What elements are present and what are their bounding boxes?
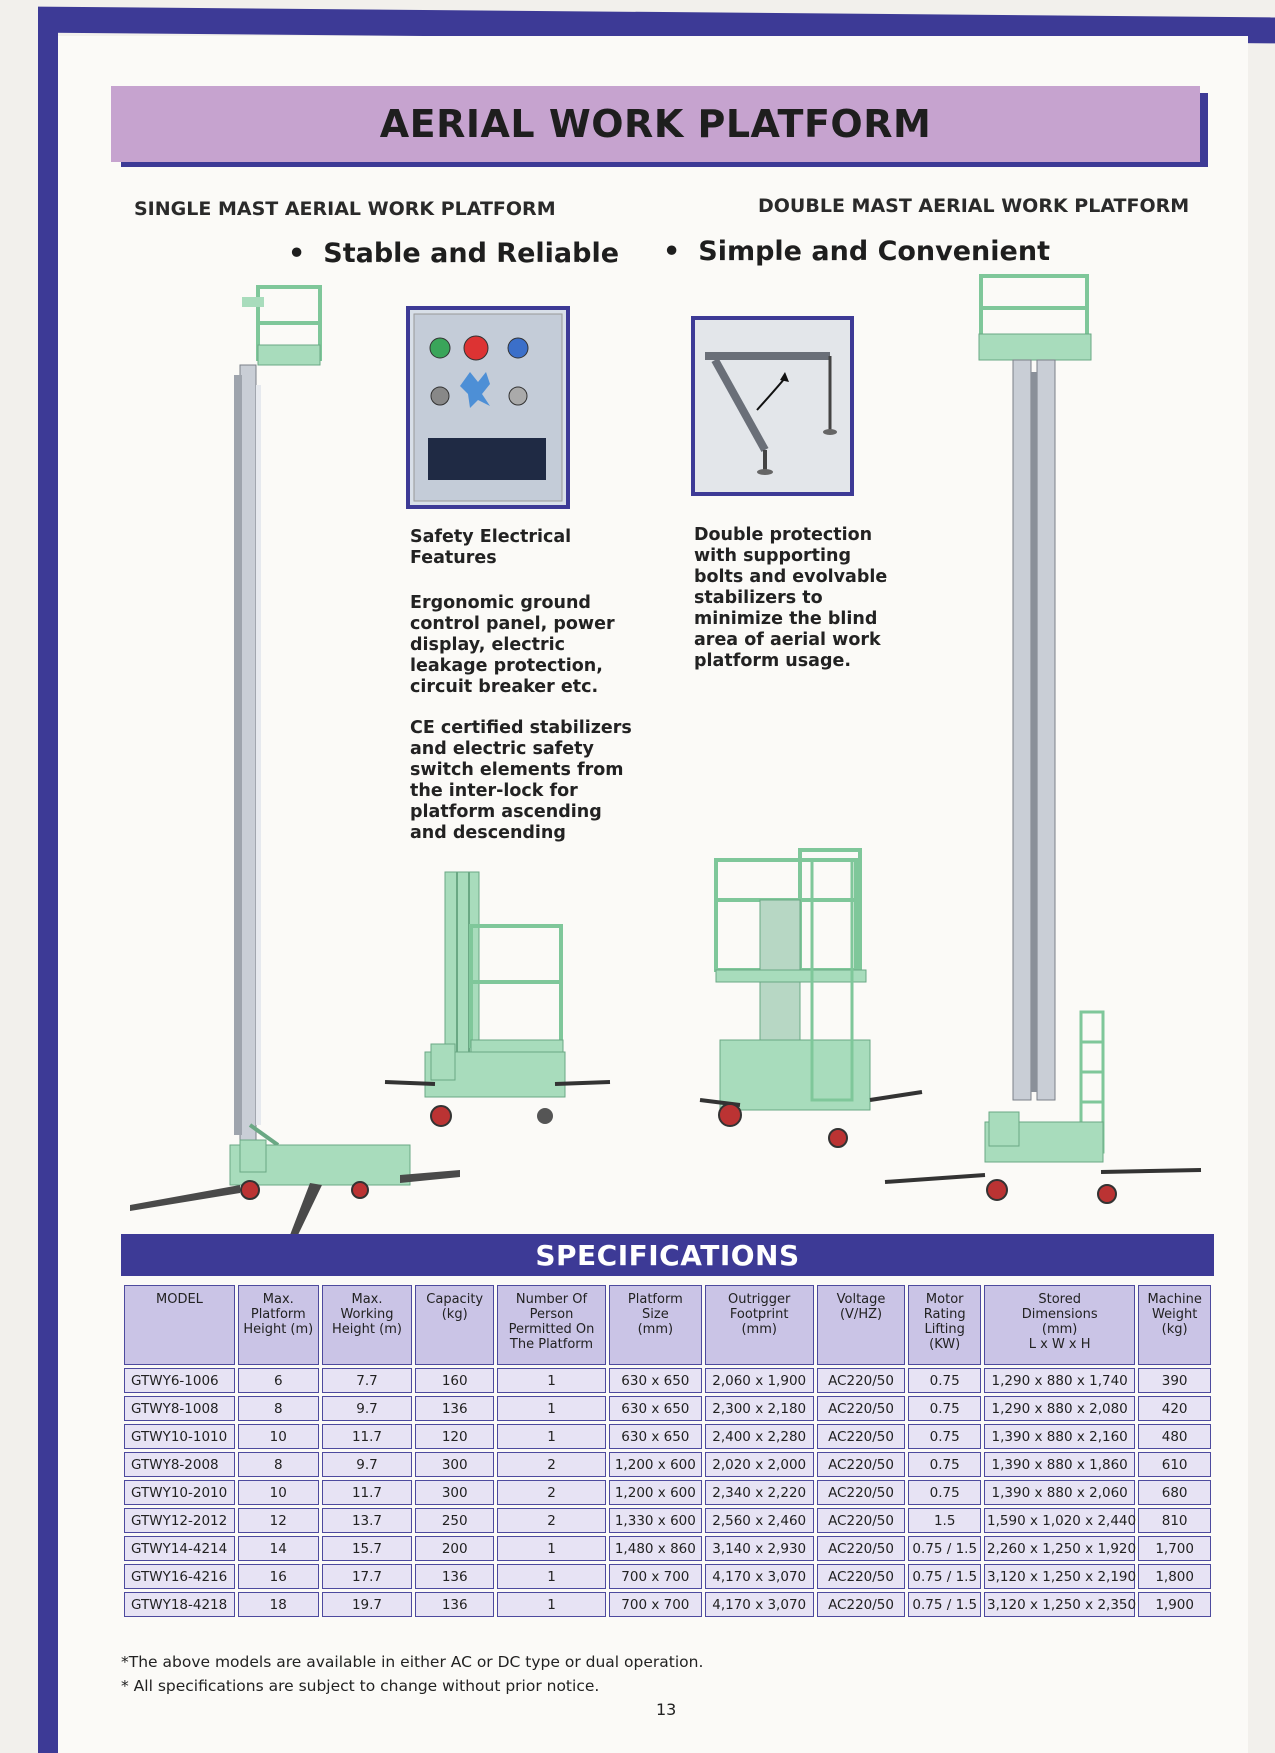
page-title: AERIAL WORK PLATFORM bbox=[379, 102, 932, 146]
table-cell: 0.75 bbox=[908, 1452, 981, 1477]
table-cell: 0.75 / 1.5 bbox=[908, 1592, 981, 1617]
table-row bbox=[124, 1564, 1211, 1589]
header-label: MODEL bbox=[156, 1292, 203, 1307]
header-label: Voltage (V/HZ) bbox=[836, 1292, 886, 1322]
right-bullet bbox=[663, 236, 1050, 267]
table-cell: 1 bbox=[497, 1536, 606, 1561]
table-cell: 136 bbox=[415, 1396, 494, 1421]
table-cell: 2,300 x 2,180 bbox=[705, 1396, 814, 1421]
table-cell: 1,200 x 600 bbox=[609, 1452, 702, 1477]
table-cell: AC220/50 bbox=[817, 1564, 906, 1589]
header-capacity bbox=[415, 1285, 494, 1365]
bullet-dot-icon: • bbox=[663, 236, 681, 267]
header-voltage bbox=[817, 1285, 906, 1365]
header-motor-rating bbox=[908, 1285, 981, 1365]
table-cell: 136 bbox=[415, 1592, 494, 1617]
table-cell: AC220/50 bbox=[817, 1424, 906, 1449]
table-cell: AC220/50 bbox=[817, 1452, 906, 1477]
table-cell: 680 bbox=[1138, 1480, 1211, 1505]
table-cell: 1,700 bbox=[1138, 1536, 1211, 1561]
table-cell: AC220/50 bbox=[817, 1368, 906, 1393]
header-label: Max. Platform Height (m) bbox=[243, 1292, 314, 1337]
table-cell: 1.5 bbox=[908, 1508, 981, 1533]
table-cell: 610 bbox=[1138, 1452, 1211, 1477]
header-label: Stored Dimensions (mm) L x W x H bbox=[1021, 1292, 1098, 1352]
table-row bbox=[124, 1368, 1211, 1393]
table-cell: 120 bbox=[415, 1424, 494, 1449]
table-cell: 0.75 bbox=[908, 1424, 981, 1449]
table-cell: 2 bbox=[497, 1508, 606, 1533]
table-cell: 1 bbox=[497, 1592, 606, 1617]
header-stored-dimensions bbox=[984, 1285, 1135, 1365]
table-cell: 15.7 bbox=[322, 1536, 413, 1561]
table-cell: AC220/50 bbox=[817, 1536, 906, 1561]
header-label: Machine Weight (kg) bbox=[1147, 1292, 1202, 1337]
double-mast-machine-image bbox=[885, 272, 1205, 1232]
feature-text-3: CE certified stabilizers and electric safety switch elements from the inter-lock for platform ascending and descending bbox=[410, 718, 632, 843]
table-cell: 12 bbox=[238, 1508, 319, 1533]
header-platform-size bbox=[609, 1285, 702, 1365]
model-cell: GTWY6-1006 bbox=[124, 1368, 235, 1393]
table-cell: 10 bbox=[238, 1424, 319, 1449]
table-cell: 4,170 x 3,070 bbox=[705, 1564, 814, 1589]
left-border bbox=[38, 12, 58, 1753]
header-persons bbox=[497, 1285, 606, 1365]
table-cell: 1,390 x 880 x 1,860 bbox=[984, 1452, 1135, 1477]
table-cell: AC220/50 bbox=[817, 1480, 906, 1505]
title-banner bbox=[111, 86, 1200, 162]
bullet-dot-icon: • bbox=[288, 238, 306, 269]
header-label: Platform Size (mm) bbox=[627, 1292, 683, 1337]
specifications-title: SPECIFICATIONS bbox=[535, 1238, 800, 1272]
stabilizer-photo bbox=[691, 316, 854, 496]
table-cell: 1 bbox=[497, 1396, 606, 1421]
table-cell: 2,340 x 2,220 bbox=[705, 1480, 814, 1505]
table-cell: 1,390 x 880 x 2,060 bbox=[984, 1480, 1135, 1505]
table-cell: 4,170 x 3,070 bbox=[705, 1592, 814, 1617]
table-cell: 810 bbox=[1138, 1508, 1211, 1533]
table-cell: 3,120 x 1,250 x 2,190 bbox=[984, 1564, 1135, 1589]
table-cell: 1,390 x 880 x 2,160 bbox=[984, 1424, 1135, 1449]
table-cell: 19.7 bbox=[322, 1592, 413, 1617]
header-label: Capacity (kg) bbox=[426, 1292, 484, 1322]
table-cell: 6 bbox=[238, 1368, 319, 1393]
table-cell: 2,060 x 1,900 bbox=[705, 1368, 814, 1393]
table-cell: 0.75 bbox=[908, 1480, 981, 1505]
specifications-table bbox=[121, 1282, 1214, 1620]
model-cell: GTWY12-2012 bbox=[124, 1508, 235, 1533]
table-cell: 1 bbox=[497, 1564, 606, 1589]
table-cell: 3,120 x 1,250 x 2,350 bbox=[984, 1592, 1135, 1617]
model-cell: GTWY10-2010 bbox=[124, 1480, 235, 1505]
table-cell: 700 x 700 bbox=[609, 1564, 702, 1589]
table-cell: 300 bbox=[415, 1452, 494, 1477]
header-label: Outrigger Footprint (mm) bbox=[728, 1292, 791, 1337]
table-cell: 0.75 / 1.5 bbox=[908, 1564, 981, 1589]
table-cell: 630 x 650 bbox=[609, 1424, 702, 1449]
table-cell: 160 bbox=[415, 1368, 494, 1393]
table-cell: 11.7 bbox=[322, 1424, 413, 1449]
table-row bbox=[124, 1424, 1211, 1449]
table-cell: AC220/50 bbox=[817, 1508, 906, 1533]
header-model bbox=[124, 1285, 235, 1365]
left-bullet bbox=[288, 238, 619, 269]
table-cell: 1,590 x 1,020 x 2,440 bbox=[984, 1508, 1135, 1533]
feature-text-right: Double protection with supporting bolts and evolvable stabilizers to minimize the blind area of aerial work platform usage. bbox=[694, 525, 888, 671]
header-label: Motor Rating Lifting (KW) bbox=[923, 1292, 966, 1352]
table-cell: 17.7 bbox=[322, 1564, 413, 1589]
specifications-banner bbox=[121, 1234, 1214, 1276]
table-cell: 2 bbox=[497, 1452, 606, 1477]
table-row bbox=[124, 1480, 1211, 1505]
table-cell: 0.75 / 1.5 bbox=[908, 1536, 981, 1561]
page-number: 13 bbox=[656, 1700, 677, 1719]
table-cell: 2,020 x 2,000 bbox=[705, 1452, 814, 1477]
table-cell: 0.75 bbox=[908, 1368, 981, 1393]
table-cell: 14 bbox=[238, 1536, 319, 1561]
table-header-row bbox=[124, 1285, 1211, 1365]
single-mast-lowered-image bbox=[385, 872, 615, 1142]
table-cell: 1,480 x 860 bbox=[609, 1536, 702, 1561]
table-cell: 13.7 bbox=[322, 1508, 413, 1533]
table-cell: 1,290 x 880 x 1,740 bbox=[984, 1368, 1135, 1393]
table-row bbox=[124, 1452, 1211, 1477]
table-cell: 3,140 x 2,930 bbox=[705, 1536, 814, 1561]
table-cell: 1,200 x 600 bbox=[609, 1480, 702, 1505]
table-cell: 9.7 bbox=[322, 1396, 413, 1421]
header-label: Max. Working Height (m) bbox=[332, 1292, 402, 1337]
table-cell: 1,330 x 600 bbox=[609, 1508, 702, 1533]
model-cell: GTWY18-4218 bbox=[124, 1592, 235, 1617]
feature-text-2: Ergonomic ground control panel, power display, electric leakage protection, circuit breaker etc. bbox=[410, 593, 615, 697]
footnote-2: * All specifications are subject to change without prior notice. bbox=[121, 1677, 600, 1695]
control-panel-photo bbox=[406, 306, 570, 509]
right-bullet-text: Simple and Convenient bbox=[698, 236, 1050, 267]
single-mast-subhead: SINGLE MAST AERIAL WORK PLATFORM bbox=[134, 198, 556, 220]
table-cell: 2,260 x 1,250 x 1,920 bbox=[984, 1536, 1135, 1561]
table-cell: 8 bbox=[238, 1452, 319, 1477]
table-cell: 300 bbox=[415, 1480, 494, 1505]
header-max-working-height bbox=[322, 1285, 413, 1365]
table-cell: 136 bbox=[415, 1564, 494, 1589]
table-cell: 630 x 650 bbox=[609, 1368, 702, 1393]
table-cell: 390 bbox=[1138, 1368, 1211, 1393]
table-cell: AC220/50 bbox=[817, 1396, 906, 1421]
footnote-1: *The above models are available in either AC or DC type or dual operation. bbox=[121, 1653, 704, 1671]
double-mast-subhead: DOUBLE MAST AERIAL WORK PLATFORM bbox=[758, 195, 1190, 217]
feature-text-1: Safety Electrical Features bbox=[410, 527, 572, 568]
left-bullet-text: Stable and Reliable bbox=[323, 238, 620, 269]
table-cell: 2 bbox=[497, 1480, 606, 1505]
table-cell: 420 bbox=[1138, 1396, 1211, 1421]
table-row bbox=[124, 1396, 1211, 1421]
table-row bbox=[124, 1536, 1211, 1561]
table-cell: 0.75 bbox=[908, 1396, 981, 1421]
header-outrigger-footprint bbox=[705, 1285, 814, 1365]
table-cell: 9.7 bbox=[322, 1452, 413, 1477]
table-cell: 1,900 bbox=[1138, 1592, 1211, 1617]
table-cell: 1 bbox=[497, 1368, 606, 1393]
table-cell: 7.7 bbox=[322, 1368, 413, 1393]
table-cell: 8 bbox=[238, 1396, 319, 1421]
table-cell: AC220/50 bbox=[817, 1592, 906, 1617]
table-cell: 18 bbox=[238, 1592, 319, 1617]
table-cell: 1 bbox=[497, 1424, 606, 1449]
table-row bbox=[124, 1592, 1211, 1617]
model-cell: GTWY16-4216 bbox=[124, 1564, 235, 1589]
table-cell: 11.7 bbox=[322, 1480, 413, 1505]
table-cell: 2,400 x 2,280 bbox=[705, 1424, 814, 1449]
table-cell: 480 bbox=[1138, 1424, 1211, 1449]
table-cell: 1,290 x 880 x 2,080 bbox=[984, 1396, 1135, 1421]
header-label: Number Of Person Permitted On The Platform bbox=[508, 1292, 595, 1352]
table-body bbox=[124, 1368, 1211, 1617]
table-cell: 250 bbox=[415, 1508, 494, 1533]
header-max-platform-height bbox=[238, 1285, 319, 1365]
table-cell: 630 x 650 bbox=[609, 1396, 702, 1421]
model-cell: GTWY10-1010 bbox=[124, 1424, 235, 1449]
header-machine-weight bbox=[1138, 1285, 1211, 1365]
table-row bbox=[124, 1508, 1211, 1533]
model-cell: GTWY8-1008 bbox=[124, 1396, 235, 1421]
table-cell: 1,800 bbox=[1138, 1564, 1211, 1589]
model-cell: GTWY8-2008 bbox=[124, 1452, 235, 1477]
table-cell: 700 x 700 bbox=[609, 1592, 702, 1617]
table-cell: 2,560 x 2,460 bbox=[705, 1508, 814, 1533]
model-cell: GTWY14-4214 bbox=[124, 1536, 235, 1561]
table-cell: 16 bbox=[238, 1564, 319, 1589]
table-cell: 200 bbox=[415, 1536, 494, 1561]
table-cell: 10 bbox=[238, 1480, 319, 1505]
